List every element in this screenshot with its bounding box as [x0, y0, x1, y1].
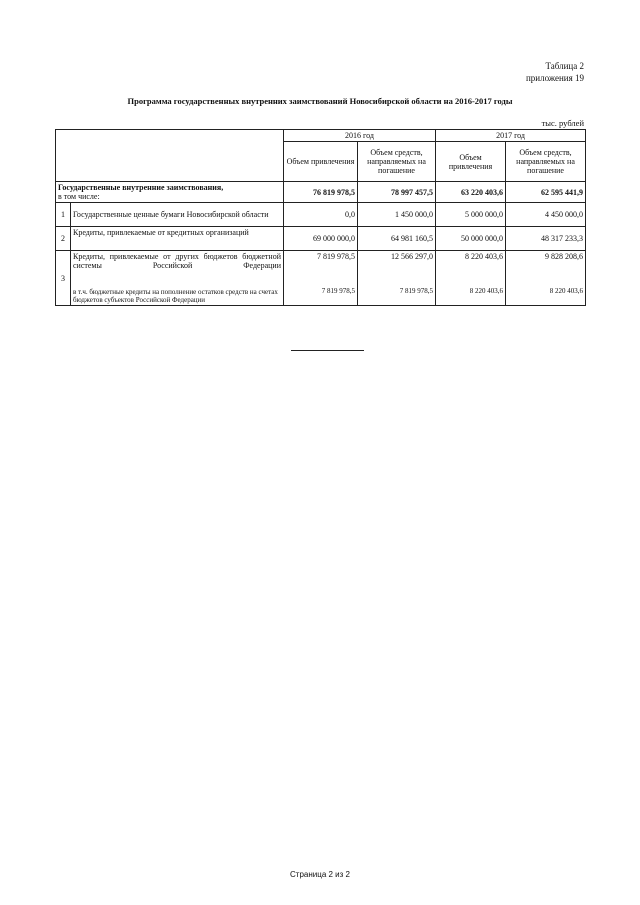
header-year-2017: 2017 год	[436, 130, 586, 142]
row-value: 7 819 978,5	[284, 251, 358, 278]
unit-label: тыс. рублей	[541, 118, 584, 128]
table-row	[56, 251, 586, 278]
row-value: 5 000 000,0	[436, 203, 506, 227]
section-divider	[291, 350, 364, 351]
table-number: Таблица 2	[545, 61, 584, 71]
header-borrow-2017: Объем привлечения	[436, 142, 506, 182]
borrowing-table	[55, 129, 586, 306]
total-label: Государственные внутренние заимствования,	[58, 183, 224, 192]
row-value: 8 220 403,6	[436, 278, 506, 306]
row-value: 7 819 978,5	[284, 278, 358, 306]
header-repay-2016: Объем средств, направляемых на погашение	[358, 142, 436, 182]
table-row	[56, 227, 586, 251]
row-number: 3	[56, 251, 71, 306]
total-value: 76 819 978,5	[284, 182, 358, 203]
table-row	[56, 278, 586, 306]
row-value: 12 566 297,0	[358, 251, 436, 278]
row-label: Государственные ценные бумаги Новосибирской области	[71, 203, 284, 227]
header-borrow-2016: Объем привлечения	[284, 142, 358, 182]
page-number: Страница 2 из 2	[290, 870, 350, 879]
total-value: 78 997 457,5	[358, 182, 436, 203]
row-sub-label: в т.ч. бюджетные кредиты на пополнение остатков средств на счетах бюджетов субъектов Российской Федерации	[71, 278, 284, 306]
table-row	[56, 203, 586, 227]
row-value: 1 450 000,0	[358, 203, 436, 227]
header-row-years	[56, 130, 586, 142]
row-value: 4 450 000,0	[506, 203, 586, 227]
row-value: 7 819 978,5	[358, 278, 436, 306]
row-value: 64 981 160,5	[358, 227, 436, 251]
row-number: 2	[56, 227, 71, 251]
document-title: Программа государственных внутренних заимствований Новосибирской области на 2016-2017 годы	[127, 96, 513, 106]
row-label: Кредиты, привлекаемые от кредитных организаций	[71, 227, 284, 251]
table-row-total	[56, 182, 586, 203]
row-value: 0,0	[284, 203, 358, 227]
row-value: 8 220 403,6	[436, 251, 506, 278]
row-label: Кредиты, привлекаемые от других бюджетов бюджетной системы Российской Федерации	[71, 251, 284, 278]
header-repay-2017: Объем средств, направляемых на погашение	[506, 142, 586, 182]
row-value: 69 000 000,0	[284, 227, 358, 251]
row-number: 1	[56, 203, 71, 227]
row-value: 48 317 233,3	[506, 227, 586, 251]
row-value: 50 000 000,0	[436, 227, 506, 251]
total-sub-label: в том числе:	[58, 192, 100, 201]
total-value: 63 220 403,6	[436, 182, 506, 203]
row-value: 9 828 208,6	[506, 251, 586, 278]
total-value: 62 595 441,9	[506, 182, 586, 203]
appendix-label	[526, 60, 584, 84]
total-label-cell	[56, 182, 284, 203]
header-year-2016: 2016 год	[284, 130, 436, 142]
appendix-number: приложения 19	[525, 73, 584, 83]
header-empty-cell	[56, 130, 284, 182]
row-value: 8 220 403,6	[506, 278, 586, 306]
